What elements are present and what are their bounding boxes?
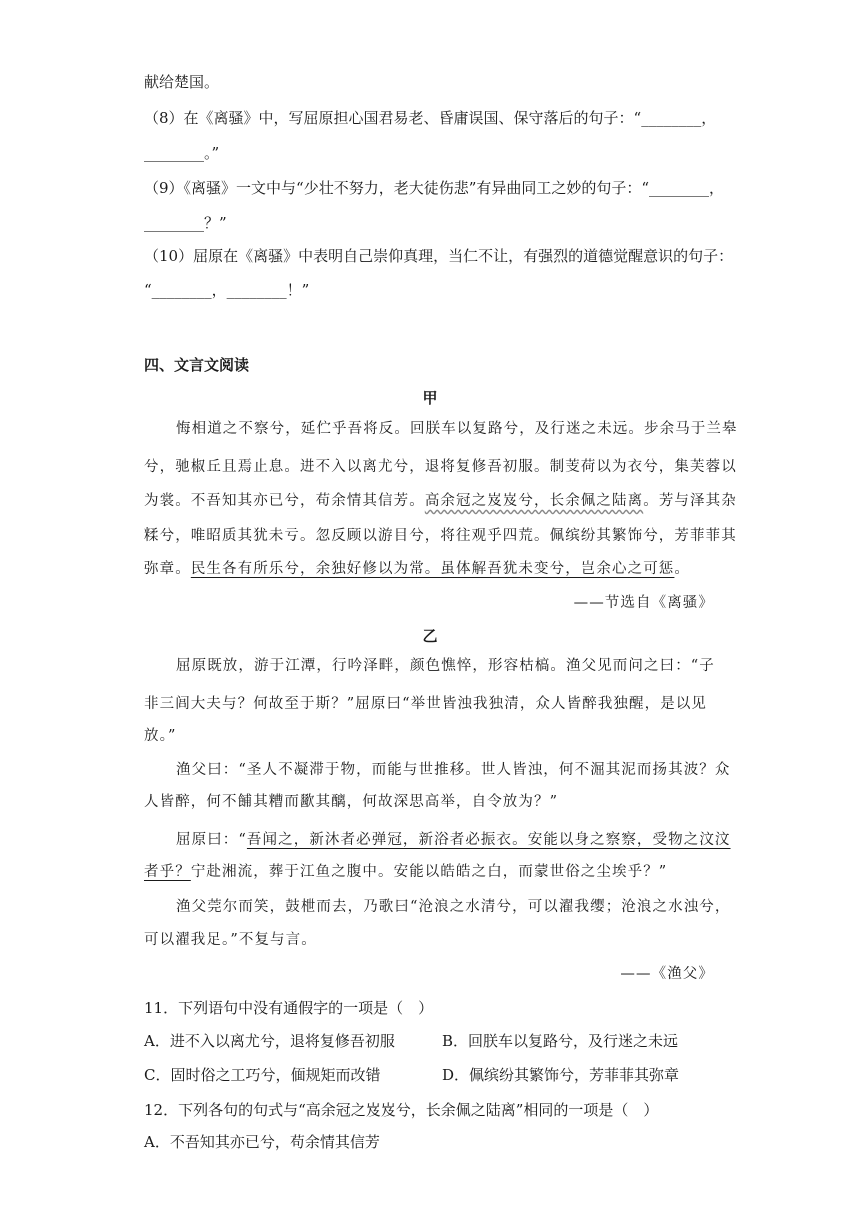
passage-text: 。芳与泽其杂: [643, 493, 737, 509]
passage-a-line: 糅兮，唯昭质其犹未亏。忽反顾以游目兮，将往观乎四荒。佩缤纷其繁饰兮，芳菲菲其: [144, 528, 737, 544]
passage-a-heading: 甲: [422, 389, 438, 407]
underlined-sentence: 者乎？: [144, 864, 191, 880]
underlined-sentence: 民生各有所乐兮，余独好修以为常。虽体解吾犹未变兮，岂余心之可惩: [190, 561, 675, 577]
passage-a-line: 兮，驰椒丘且焉止息。进不入以离尤兮，退将复修吾初服。制芰荷以为衣兮，集芙蓉以: [144, 459, 737, 475]
passage-b-line: 屈原既放，游于江潭，行吟泽畔，颜色憔悴，形容枯槁。渔父见而问之曰：“子: [176, 658, 715, 674]
question-9-line2: ________？”: [144, 214, 227, 232]
section-title: 四、文言文阅读: [144, 356, 250, 374]
question-11-stem: 11．下列语句中没有通假字的一项是（ ）: [144, 999, 434, 1017]
question-10-line1: （10）屈原在《离骚》中表明自己崇仰真理，当仁不让，有强烈的道德觉醒意识的句子：: [144, 247, 734, 265]
question-8-line1: （8）在《离骚》中，写屈原担心国君易老、昏庸误国、保守落后的句子：“________，: [144, 109, 717, 127]
passage-a-line: 悔相道之不察兮，延伫乎吾将反。回朕车以复路兮，及行迷之未远。步余马于兰皋: [176, 421, 738, 437]
passage-b-source: ——《渔父》: [620, 966, 714, 982]
passage-a-source: ——节选自《离骚》: [573, 595, 714, 611]
passage-b-line: 渔父曰：“圣人不凝滞于物，而能与世推移。世人皆浊，何不淈其泥而扬其波？众: [176, 762, 731, 778]
underlined-sentence: 吾闻之，新沐者必弹冠，新浴者必振衣。安能以身之察察，受物之汶汶: [246, 832, 731, 848]
passage-b-heading: 乙: [422, 627, 438, 645]
passage-text: 屈原曰：“: [176, 832, 247, 848]
passage-text: 。: [674, 561, 691, 577]
passage-text: 弥章。: [144, 561, 191, 577]
passage-a-line: [144, 490, 737, 512]
question-9-line1: （9）《离骚》一文中与“少壮不努力，老大徒伤悲”有异曲同工之妙的句子：“________，: [144, 179, 725, 197]
q7-tail: 献给楚国。: [144, 73, 220, 91]
passage-b-line: 非三闾大夫与？何故至于斯？”屈原曰“举世皆浊我独清，众人皆醉我独醒，是以见: [144, 696, 708, 712]
passage-text: 宁赴湘流，葬于江鱼之腹中。安能以皓皓之白，而蒙世俗之尘埃乎？”: [190, 864, 668, 880]
passage-b-line: 放。”: [144, 728, 177, 744]
passage-b-line: 渔父莞尔而笑，鼓枻而去，乃歌曰“沧浪之水清兮，可以濯我缨；沧浪之水浊兮，: [176, 899, 731, 915]
passage-b-line: 可以濯我足。”不复与言。: [144, 932, 317, 948]
passage-b-line: [144, 861, 667, 883]
passage-b-line: 人皆醉，何不餔其糟而歠其醨，何故深思高举，自令放为？”: [144, 794, 559, 810]
question-11-option-a[interactable]: A．进不入以离尤兮，退将复修吾初服: [144, 1032, 395, 1050]
question-10-line2: “________，________！”: [144, 281, 310, 299]
question-12-option-a[interactable]: A．不吾知其亦已兮，苟余情其信芳: [144, 1133, 380, 1151]
question-11-option-b[interactable]: B．回朕车以复路兮，及行迷之未远: [442, 1032, 679, 1050]
passage-b-line: [176, 829, 731, 851]
question-8-line2: ________。”: [144, 144, 220, 162]
passage-text: 为裳。不吾知其亦已兮，苟余情其信芳。: [144, 493, 425, 509]
question-11-option-d[interactable]: D．佩缤纷其繁饰兮，芳菲菲其弥章: [442, 1066, 680, 1084]
question-11-option-c[interactable]: C．固时俗之工巧兮，偭规矩而改错: [144, 1066, 381, 1084]
passage-a-line: [144, 558, 690, 580]
question-12-stem: 12．下列各句的句式与“高余冠之岌岌兮，长余佩之陆离”相同的一项是（ ）: [144, 1101, 659, 1119]
underlined-sentence: 高余冠之岌岌兮，长余佩之陆离: [424, 493, 644, 509]
